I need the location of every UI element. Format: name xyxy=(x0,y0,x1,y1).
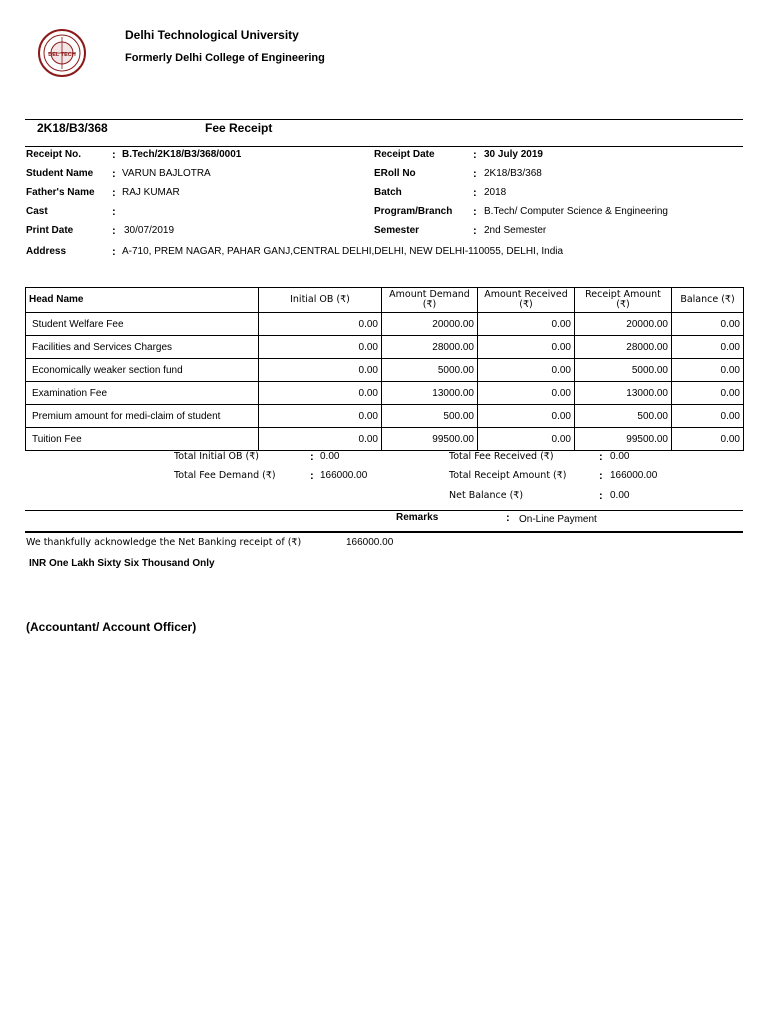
divider xyxy=(25,146,743,147)
amount-demand-cell: 500.00 xyxy=(382,405,478,428)
initial-ob-cell: 0.00 xyxy=(259,313,382,336)
program-branch: B.Tech/ Computer Science & Engineering xyxy=(484,206,668,217)
column-header-receipt-amount: Receipt Amount (₹) xyxy=(575,288,672,313)
semester: 2nd Semester xyxy=(484,225,547,236)
field-label: Receipt No. xyxy=(26,149,82,160)
remarks-value: On-Line Payment xyxy=(519,514,597,525)
field-colon: : xyxy=(310,470,314,482)
father-name: RAJ KUMAR xyxy=(122,187,180,198)
initial-ob-cell: 0.00 xyxy=(259,428,382,451)
amount-demand-cell: 99500.00 xyxy=(382,428,478,451)
initial-ob-cell: 0.00 xyxy=(259,382,382,405)
total-initial-ob-label: Total Initial OB (₹) xyxy=(174,451,259,462)
acknowledgement-text: We thankfully acknowledge the Net Banking receipt of (₹) xyxy=(26,537,302,548)
fee-head-name: Student Welfare Fee xyxy=(26,313,259,336)
table-row xyxy=(26,313,744,336)
total-receipt-amount-label: Total Receipt Amount (₹) xyxy=(449,470,567,481)
amount-demand-cell: 28000.00 xyxy=(382,336,478,359)
eroll-number: 2K18/B3/368 xyxy=(484,168,542,179)
amount-demand-cell: 20000.00 xyxy=(382,313,478,336)
fee-table xyxy=(25,287,744,451)
field-label: Semester xyxy=(374,225,420,236)
divider xyxy=(25,531,743,533)
receipt-amount-cell: 5000.00 xyxy=(575,359,672,382)
field-label: ERoll No xyxy=(374,168,416,179)
address: A-710, PREM NAGAR, PAHAR GANJ,CENTRAL DELHI,DELHI, NEW DELHI-110055, DELHI, India xyxy=(122,246,564,257)
net-balance-label: Net Balance (₹) xyxy=(449,490,524,501)
total-fee-demand-label: Total Fee Demand (₹) xyxy=(174,470,276,481)
amount-received-cell: 0.00 xyxy=(478,382,575,405)
receipt-amount-cell: 20000.00 xyxy=(575,313,672,336)
initial-ob-cell: 0.00 xyxy=(259,405,382,428)
field-label: Father's Name xyxy=(26,187,95,198)
receipt-amount-cell: 500.00 xyxy=(575,405,672,428)
field-label: Program/Branch xyxy=(374,206,453,217)
receipt-amount-cell: 13000.00 xyxy=(575,382,672,405)
field-label: Student Name xyxy=(26,168,94,179)
total-fee-received-value: 0.00 xyxy=(610,451,630,462)
initial-ob-cell: 0.00 xyxy=(259,336,382,359)
print-date: 30/07/2019 xyxy=(124,225,175,236)
remarks-label: Remarks xyxy=(396,512,439,523)
table-row xyxy=(26,382,744,405)
total-fee-demand-value: 166000.00 xyxy=(320,470,368,481)
field-colon: : xyxy=(112,206,116,218)
field-label: Address xyxy=(26,246,67,257)
total-initial-ob-value: 0.00 xyxy=(320,451,340,462)
logo-text: DEL TECH xyxy=(48,52,76,58)
university-name: Delhi Technological University xyxy=(125,28,299,42)
balance-cell: 0.00 xyxy=(672,336,744,359)
receipt-title: Fee Receipt xyxy=(205,121,273,135)
field-colon: : xyxy=(112,225,116,237)
initial-ob-cell: 0.00 xyxy=(259,359,382,382)
table-row xyxy=(26,336,744,359)
field-colon: : xyxy=(599,451,603,463)
field-colon: : xyxy=(310,451,314,463)
column-header-amount-demand: Amount Demand (₹) xyxy=(382,288,478,313)
balance-cell: 0.00 xyxy=(672,428,744,451)
batch: 2018 xyxy=(484,187,507,198)
university-former-name: Formerly Delhi College of Engineering xyxy=(125,52,325,64)
amount-received-cell: 0.00 xyxy=(478,405,575,428)
column-header-head-name: Head Name xyxy=(26,288,259,313)
divider xyxy=(25,119,743,120)
amount-received-cell: 0.00 xyxy=(478,359,575,382)
fee-head-name: Examination Fee xyxy=(26,382,259,405)
amount-received-cell: 0.00 xyxy=(478,336,575,359)
total-receipt-amount-value: 166000.00 xyxy=(610,470,658,481)
field-label: Receipt Date xyxy=(374,149,435,160)
amount-received-cell: 0.00 xyxy=(478,428,575,451)
receipt-amount-cell: 28000.00 xyxy=(575,336,672,359)
table-row xyxy=(26,428,744,451)
fee-head-name: Tuition Fee xyxy=(26,428,259,451)
roll-number: 2K18/B3/368 xyxy=(37,121,108,135)
receipt-number: B.Tech/2K18/B3/368/0001 xyxy=(122,149,242,160)
fee-head-name: Economically weaker section fund xyxy=(26,359,259,382)
balance-cell: 0.00 xyxy=(672,313,744,336)
balance-cell: 0.00 xyxy=(672,359,744,382)
field-colon: : xyxy=(599,470,603,482)
field-label: Print Date xyxy=(26,225,74,236)
field-colon: : xyxy=(599,490,603,502)
balance-cell: 0.00 xyxy=(672,382,744,405)
field-colon: : xyxy=(473,168,477,180)
field-label: Cast xyxy=(26,206,48,217)
divider xyxy=(25,510,743,511)
field-colon: : xyxy=(473,225,477,237)
amount-demand-cell: 5000.00 xyxy=(382,359,478,382)
field-colon: : xyxy=(112,187,116,199)
fee-head-name: Premium amount for medi-claim of student xyxy=(26,405,259,428)
table-row xyxy=(26,405,744,428)
field-colon: : xyxy=(112,149,116,161)
acknowledgement-amount: 166000.00 xyxy=(346,537,394,548)
amount-received-cell: 0.00 xyxy=(478,313,575,336)
fee-head-name: Facilities and Services Charges xyxy=(26,336,259,359)
student-name: VARUN BAJLOTRA xyxy=(122,168,211,179)
table-header-row xyxy=(26,288,744,313)
field-colon: : xyxy=(473,206,477,218)
table-row xyxy=(26,359,744,382)
column-header-amount-received: Amount Received (₹) xyxy=(478,288,575,313)
field-colon: : xyxy=(112,246,116,258)
balance-cell: 0.00 xyxy=(672,405,744,428)
amount-demand-cell: 13000.00 xyxy=(382,382,478,405)
field-colon: : xyxy=(112,168,116,180)
column-header-initial-ob: Initial OB (₹) xyxy=(259,288,382,313)
university-logo xyxy=(38,29,86,77)
field-colon: : xyxy=(506,512,510,524)
field-label: Batch xyxy=(374,187,402,198)
receipt-date: 30 July 2019 xyxy=(484,149,543,160)
amount-in-words: INR One Lakh Sixty Six Thousand Only xyxy=(29,558,215,569)
field-colon: : xyxy=(473,187,477,199)
net-balance-value: 0.00 xyxy=(610,490,630,501)
receipt-amount-cell: 99500.00 xyxy=(575,428,672,451)
column-header-balance: Balance (₹) xyxy=(672,288,744,313)
field-colon: : xyxy=(473,149,477,161)
signatory: (Accountant/ Account Officer) xyxy=(26,620,197,634)
total-fee-received-label: Total Fee Received (₹) xyxy=(449,451,554,462)
